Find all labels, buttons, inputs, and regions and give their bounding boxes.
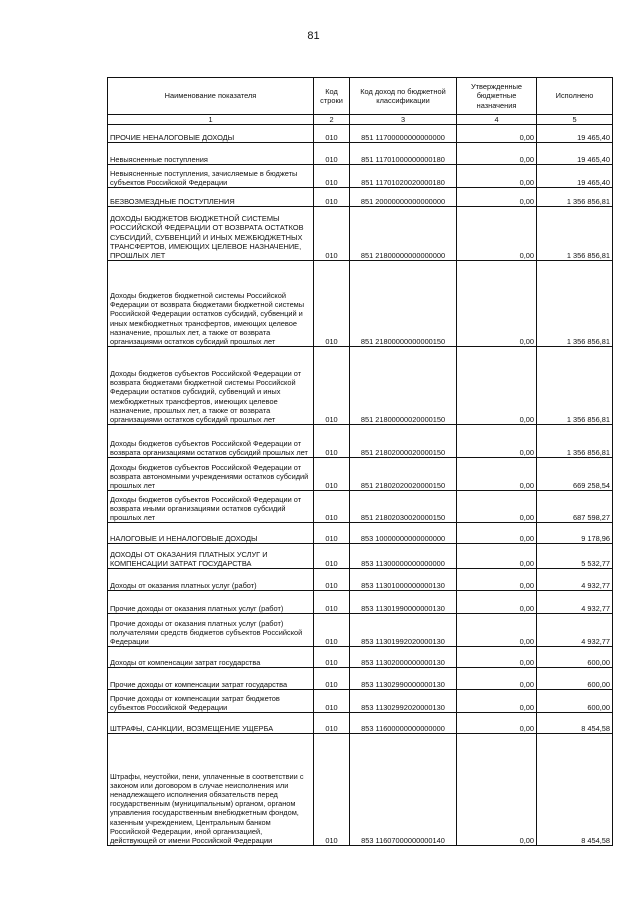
row-executed: 4 932,77: [537, 569, 613, 591]
row-line-code: 010: [314, 591, 350, 614]
row-name: ДОХОДЫ ОТ ОКАЗАНИЯ ПЛАТНЫХ УСЛУГ И КОМПЕНСАЦИИ ЗАТРАТ ГОСУДАРСТВА: [108, 544, 314, 569]
column-index: 2: [314, 115, 350, 125]
row-income-code: 853 11302992020000130: [350, 690, 457, 713]
row-line-code: 010: [314, 347, 350, 425]
table-row: [108, 458, 613, 491]
table-row: [108, 591, 613, 614]
row-line-code: 010: [314, 569, 350, 591]
row-name: Прочие доходы от компенсации затрат государства: [108, 668, 314, 690]
table-row: [108, 143, 613, 165]
row-approved: 0,00: [457, 425, 537, 458]
table-row: [108, 668, 613, 690]
row-name: Доходы бюджетов субъектов Российской Федерации от возврата организациями остатков субсидий прошлых лет: [108, 425, 314, 458]
row-line-code: 010: [314, 690, 350, 713]
header-income-code: Код доход по бюджетной классификации: [350, 78, 457, 115]
row-name: НАЛОГОВЫЕ И НЕНАЛОГОВЫЕ ДОХОДЫ: [108, 523, 314, 544]
header-approved: Утвержденные бюджетные назначения: [457, 78, 537, 115]
row-approved: 0,00: [457, 544, 537, 569]
row-name: Доходы от оказания платных услуг (работ): [108, 569, 314, 591]
row-line-code: 010: [314, 491, 350, 523]
row-income-code: 851 11700000000000000: [350, 125, 457, 143]
row-line-code: 010: [314, 544, 350, 569]
table-row: [108, 261, 613, 347]
row-executed: 600,00: [537, 647, 613, 668]
row-approved: 0,00: [457, 690, 537, 713]
column-index: 3: [350, 115, 457, 125]
row-income-code: 853 10000000000000000: [350, 523, 457, 544]
header-name: Наименование показателя: [108, 78, 314, 115]
table-row: [108, 734, 613, 846]
row-executed: 9 178,96: [537, 523, 613, 544]
column-index: 4: [457, 115, 537, 125]
row-name: Доходы бюджетов субъектов Российской Федерации от возврата иными организациями остатков субсидий прошлых лет: [108, 491, 314, 523]
row-name: Невыясненные поступления: [108, 143, 314, 165]
row-executed: 1 356 856,81: [537, 207, 613, 261]
row-executed: 4 932,77: [537, 614, 613, 647]
row-executed: 19 465,40: [537, 143, 613, 165]
row-approved: 0,00: [457, 261, 537, 347]
row-approved: 0,00: [457, 347, 537, 425]
row-line-code: 010: [314, 261, 350, 347]
table-row: [108, 569, 613, 591]
table-row: [108, 491, 613, 523]
row-name: ШТРАФЫ, САНКЦИИ, ВОЗМЕЩЕНИЕ УЩЕРБА: [108, 713, 314, 734]
row-income-code: 853 11302000000000130: [350, 647, 457, 668]
row-approved: 0,00: [457, 207, 537, 261]
row-approved: 0,00: [457, 734, 537, 846]
table-row: [108, 523, 613, 544]
row-approved: 0,00: [457, 165, 537, 188]
row-line-code: 010: [314, 713, 350, 734]
row-income-code: 851 21802030020000150: [350, 491, 457, 523]
row-approved: 0,00: [457, 647, 537, 668]
row-approved: 0,00: [457, 125, 537, 143]
table-row: [108, 165, 613, 188]
row-line-code: 010: [314, 165, 350, 188]
table-row: [108, 125, 613, 143]
column-index: 1: [108, 115, 314, 125]
header-row: [108, 78, 613, 115]
row-executed: 5 532,77: [537, 544, 613, 569]
row-line-code: 010: [314, 188, 350, 207]
row-income-code: 853 11301990000000130: [350, 591, 457, 614]
row-executed: 1 356 856,81: [537, 188, 613, 207]
table-row: [108, 544, 613, 569]
row-approved: 0,00: [457, 491, 537, 523]
row-approved: 0,00: [457, 713, 537, 734]
row-line-code: 010: [314, 668, 350, 690]
table-row: [108, 207, 613, 261]
row-line-code: 010: [314, 458, 350, 491]
row-line-code: 010: [314, 207, 350, 261]
row-executed: 8 454,58: [537, 713, 613, 734]
table-row: [108, 347, 613, 425]
row-line-code: 010: [314, 425, 350, 458]
row-line-code: 010: [314, 734, 350, 846]
row-name: Доходы от компенсации затрат государства: [108, 647, 314, 668]
row-approved: 0,00: [457, 569, 537, 591]
row-approved: 0,00: [457, 523, 537, 544]
row-executed: 8 454,58: [537, 734, 613, 846]
row-executed: 4 932,77: [537, 591, 613, 614]
row-income-code: 851 21800000000000000: [350, 207, 457, 261]
table-row: [108, 647, 613, 668]
table-row: [108, 713, 613, 734]
row-name: Прочие доходы от компенсации затрат бюджетов субъектов Российской Федерации: [108, 690, 314, 713]
row-approved: 0,00: [457, 143, 537, 165]
row-name: Невыясненные поступления, зачисляемые в бюджеты субъектов Российской Федерации: [108, 165, 314, 188]
row-approved: 0,00: [457, 188, 537, 207]
page-number: 81: [307, 30, 320, 42]
column-index-row: [108, 115, 613, 125]
row-income-code: 853 11302990000000130: [350, 668, 457, 690]
row-executed: 19 465,40: [537, 165, 613, 188]
row-name: ДОХОДЫ БЮДЖЕТОВ БЮДЖЕТНОЙ СИСТЕМЫ РОССИЙСКОЙ ФЕДЕРАЦИИ ОТ ВОЗВРАТА ОСТАТКОВ СУБСИДИЙ, СУБВЕНЦИЙ И ИНЫХ МЕЖБЮДЖЕТНЫХ ТРАНСФЕРТОВ, ИМЕЮЩИХ ЦЕЛЕВОЕ НАЗНАЧЕНИЕ, ПРОШЛЫХ ЛЕТ: [108, 207, 314, 261]
row-name: Прочие доходы от оказания платных услуг (работ): [108, 591, 314, 614]
header-executed: Исполнено: [537, 78, 613, 115]
table-row: [108, 690, 613, 713]
row-income-code: 853 11300000000000000: [350, 544, 457, 569]
row-approved: 0,00: [457, 668, 537, 690]
row-name: Доходы бюджетов субъектов Российской Федерации от возврата автономными учреждениями остатков субсидий прошлых лет: [108, 458, 314, 491]
row-name: Доходы бюджетов субъектов Российской Федерации от возврата бюджетами бюджетной системы Российской Федерации остатков субсидий, субвенций и иных межбюджетных трансфертов, имеющих целевое назначение, прошлых лет, а также от возврата организациями остатков субсидий прошлых лет: [108, 347, 314, 425]
row-line-code: 010: [314, 523, 350, 544]
row-executed: 1 356 856,81: [537, 261, 613, 347]
row-income-code: 851 20000000000000000: [350, 188, 457, 207]
row-executed: 600,00: [537, 690, 613, 713]
row-line-code: 010: [314, 647, 350, 668]
row-line-code: 010: [314, 143, 350, 165]
row-income-code: 851 11701000000000180: [350, 143, 457, 165]
row-executed: 687 598,27: [537, 491, 613, 523]
row-income-code: 853 11607000000000140: [350, 734, 457, 846]
row-name: Штрафы, неустойки, пени, уплаченные в соответствии с законом или договором в случае неисполнения или ненадлежащего исполнения обязательств перед государственным (муниципальным) органом, органом управления государственным внебюджетным фондом, казенным учреждением, Центральным банком Российской Федерации, иной организацией, действующей от имени Российской Федерации: [108, 734, 314, 846]
row-income-code: 851 11701020020000180: [350, 165, 457, 188]
row-executed: 669 258,54: [537, 458, 613, 491]
row-income-code: 853 11600000000000000: [350, 713, 457, 734]
row-approved: 0,00: [457, 458, 537, 491]
table-row: [108, 188, 613, 207]
table-row: [108, 614, 613, 647]
row-approved: 0,00: [457, 614, 537, 647]
row-executed: 1 356 856,81: [537, 425, 613, 458]
row-income-code: 851 21800000000000150: [350, 261, 457, 347]
row-line-code: 010: [314, 125, 350, 143]
row-income-code: 851 21802020020000150: [350, 458, 457, 491]
row-income-code: 853 11301992020000130: [350, 614, 457, 647]
row-executed: 19 465,40: [537, 125, 613, 143]
row-income-code: 853 11301000000000130: [350, 569, 457, 591]
table-row: [108, 425, 613, 458]
row-executed: 1 356 856,81: [537, 347, 613, 425]
column-index: 5: [537, 115, 613, 125]
row-name: БЕЗВОЗМЕЗДНЫЕ ПОСТУПЛЕНИЯ: [108, 188, 314, 207]
row-name: Прочие доходы от оказания платных услуг (работ) получателями средств бюджетов субъектов Российской Федерации: [108, 614, 314, 647]
row-executed: 600,00: [537, 668, 613, 690]
row-name: Доходы бюджетов бюджетной системы Российской Федерации от возврата бюджетами бюджетной системы Российской Федерации остатков субсидий, субвенций и иных межбюджетных трансфертов, имеющих целевое назначение, прошлых лет, а также от возврата организациями остатков субсидий прошлых лет: [108, 261, 314, 347]
income-table: [107, 77, 613, 846]
row-name: ПРОЧИЕ НЕНАЛОГОВЫЕ ДОХОДЫ: [108, 125, 314, 143]
row-income-code: 851 21802000020000150: [350, 425, 457, 458]
row-approved: 0,00: [457, 591, 537, 614]
row-line-code: 010: [314, 614, 350, 647]
header-line-code: Код строки: [314, 78, 350, 115]
row-income-code: 851 21800000020000150: [350, 347, 457, 425]
